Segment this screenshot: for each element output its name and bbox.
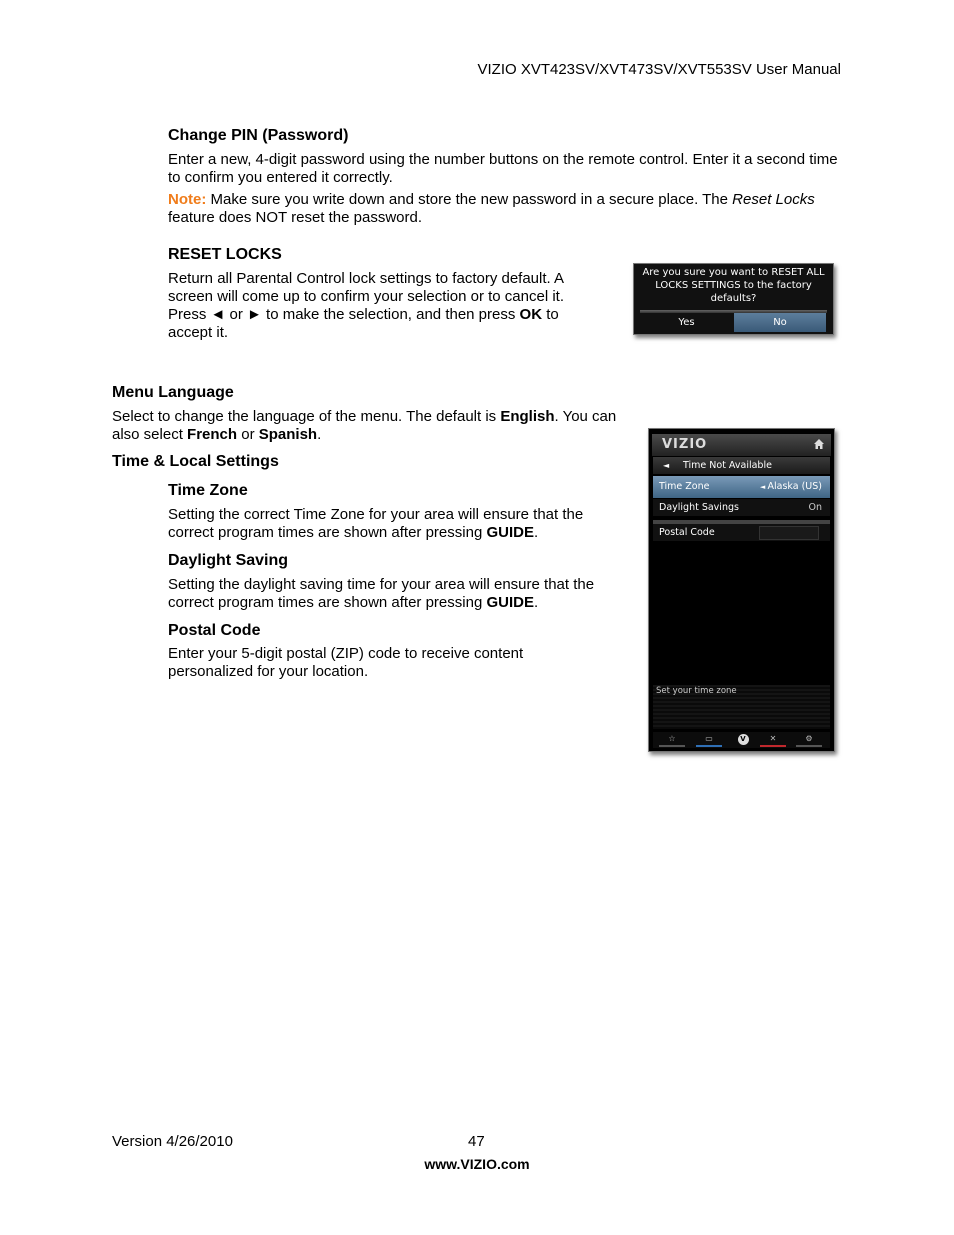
language-spanish: Spanish [258,426,318,443]
key-color-bar [696,745,722,747]
note-text-b: feature does NOT reset the password. [168,209,423,226]
menu-row-postal-code[interactable] [653,520,830,541]
postal-code-body: Enter your 5-digit postal (ZIP) code to receive content personalized for your location. [168,645,524,680]
menu-language-text-c: or [237,426,259,443]
yes-button[interactable]: Yes [639,313,734,332]
note-text-a: Make sure you write down and store the new password in a secure place. The [206,191,733,208]
daylight-saving-text-a: Setting the daylight saving time for your area will ensure that the correct program times are shown after pressing [168,576,595,611]
change-pin-heading: Change PIN (Password) [168,127,349,144]
footer-version: Version 4/26/2010 [112,1133,233,1150]
daylight-saving-body [168,576,618,612]
menu-row-time-zone[interactable] [653,476,830,498]
key-color-bar [760,745,786,747]
time-zone-body [168,506,618,542]
help-text: Set your time zone [656,686,737,696]
menu-row-daylight-savings[interactable] [653,499,830,516]
menu-language-text-a: Select to change the language of the menu. The default is [112,408,501,425]
ok-key-label: OK [519,306,543,323]
keyboard-icon[interactable]: ▭ [696,733,722,747]
back-arrow-icon: ◄ [663,461,670,470]
reset-locks-body [168,270,593,342]
close-icon[interactable]: ✕ [760,733,786,747]
no-button[interactable]: No [734,313,826,332]
menu-language-text-b: . You can also select [112,408,617,443]
change-pin-note [168,191,844,227]
running-header: VIZIO XVT423SV/XVT473SV/XVT553SV User Manual [477,61,841,78]
tv-key-bar [653,732,830,748]
reset-locks-body-a: Return all Parental Control lock settings to factory default. A screen will come up to confirm your selection or to cancel it. Press ◄ or ► to make the selection, and then press [168,270,564,323]
menu-row-label: Daylight Savings [659,502,739,513]
time-zone-value: Alaska (US) [767,481,822,492]
gear-icon[interactable]: ⚙ [796,733,822,747]
menu-language-body [112,408,617,444]
note-label: Note: [168,191,207,208]
postal-code-field[interactable] [759,526,819,540]
back-row[interactable] [653,457,830,474]
guide-key-label: GUIDE [486,594,534,611]
key-color-bar [659,745,685,747]
back-row-label: Time Not Available [683,460,772,471]
star-icon[interactable]: ☆ [659,733,685,747]
postal-code-heading: Postal Code [168,622,261,639]
help-panel [653,685,830,729]
time-zone-heading: Time Zone [168,482,248,499]
change-pin-body: Enter a new, 4-digit password using the number buttons on the remote control. Enter it a second time to confirm you entered it correctly. [168,151,838,186]
footer-url[interactable]: www.VIZIO.com [424,1156,530,1172]
language-french: French [187,426,238,443]
menu-language-heading: Menu Language [112,384,234,401]
tv-menu-screenshot [648,428,835,752]
guide-key-label: GUIDE [486,524,534,541]
note-italic: Reset Locks [732,191,815,208]
time-local-heading: Time & Local Settings [112,453,279,470]
menu-row-value [760,476,822,498]
default-language: English [500,408,555,425]
left-arrow-icon: ◄ [759,483,768,491]
home-icon[interactable] [813,438,825,450]
daylight-saving-heading: Daylight Saving [168,552,289,569]
menu-language-text-d: . [317,426,322,443]
reset-locks-body-b: to accept it. [168,306,559,341]
dialog-message: Are you sure you want to RESET ALL LOCKS SETTINGS to the factory defaults? [642,267,825,304]
reset-locks-dialog [633,263,834,335]
reset-locks-heading: RESET LOCKS [168,246,282,263]
daylight-saving-text-b: . [533,594,539,611]
page-number: 47 [468,1133,485,1150]
vizio-v-icon[interactable]: V [730,733,756,747]
time-zone-text-a: Setting the correct Time Zone for your area will ensure that the correct program times are shown after pressing [168,506,584,541]
menu-row-label: Postal Code [659,527,715,538]
time-zone-text-b: . [533,524,539,541]
vizio-logo: VIZIO [662,437,708,452]
key-color-bar [796,745,822,747]
menu-row-label: Time Zone [659,481,710,492]
menu-row-value: On [808,502,822,513]
tv-menu-header [652,434,831,456]
